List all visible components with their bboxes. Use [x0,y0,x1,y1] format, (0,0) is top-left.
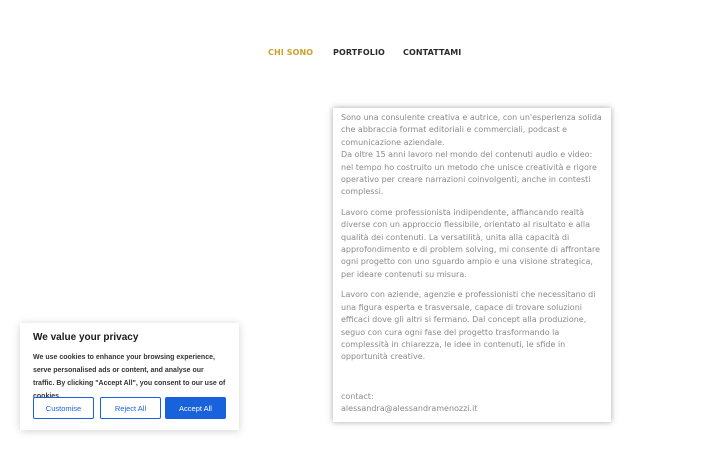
bio-paragraph: Lavoro come professionista indipendente, affiancando realtà diverse con un approccio flessibile, orientato al risultato e alla qualità dei contenuti. La versatilità, unita alla capacità di approfondimento e di problem solving, mi consente di affrontare ogni progetto con uno sguardo ampio e una visione strategica, per ideare contenuti su misura. [341,207,601,279]
cookie-banner-text: We use cookies to enhance your browsing experience, serve personalised ads or content, and analyse our traffic. By clicking "Accept All", you consent to our use of [33,354,226,387]
nav-item-portfolio[interactable]: PORTFOLIO [333,48,385,57]
nav-item-chi-sono[interactable]: CHI SONO [268,48,314,57]
reject-all-button[interactable]: Reject All [100,397,161,419]
bio-intro [341,112,603,199]
contact-label: contact: [341,392,374,401]
accept-all-button[interactable]: Accept All [165,397,226,419]
bio-paragraph: Lavoro con aziende, agenzie e professionisti che necessitano di una figura esperta e trasversale, capace di trovare soluzioni efficaci dove gli altri si fermano. Dal concept alla produzione, seguo con cura ogni fase del progetto trasformando la complessità in chiarezza, le idee in contenuti, le sfide in opportunità creative. [341,290,596,362]
main-nav [0,48,720,62]
bio-paragraph: Sono una consulente creativa e autrice, con un'esperienza solida che abbraccia format editoriali e commerciali, podcast e comunicazione aziendale. [341,113,602,147]
cookie-banner [20,323,239,430]
cookie-button-row [33,397,227,419]
contact-email[interactable]: alessandra@alessandramenozzi.it [341,404,478,414]
nav-item-contattami[interactable]: CONTATTAMI [403,48,462,57]
bio-paragraph: Da oltre 15 anni lavoro nel mondo dei contenuti audio e video: nel tempo ho costruito un metodo che unisce creatività e rigore operativo per creare narrazioni coinvolgenti, anche in contesti complessi. [341,150,597,197]
bio-card [333,108,611,422]
contact-block [341,391,477,416]
customise-button[interactable]: Customise [33,397,94,419]
cookie-banner-title: We value your privacy [33,332,139,343]
